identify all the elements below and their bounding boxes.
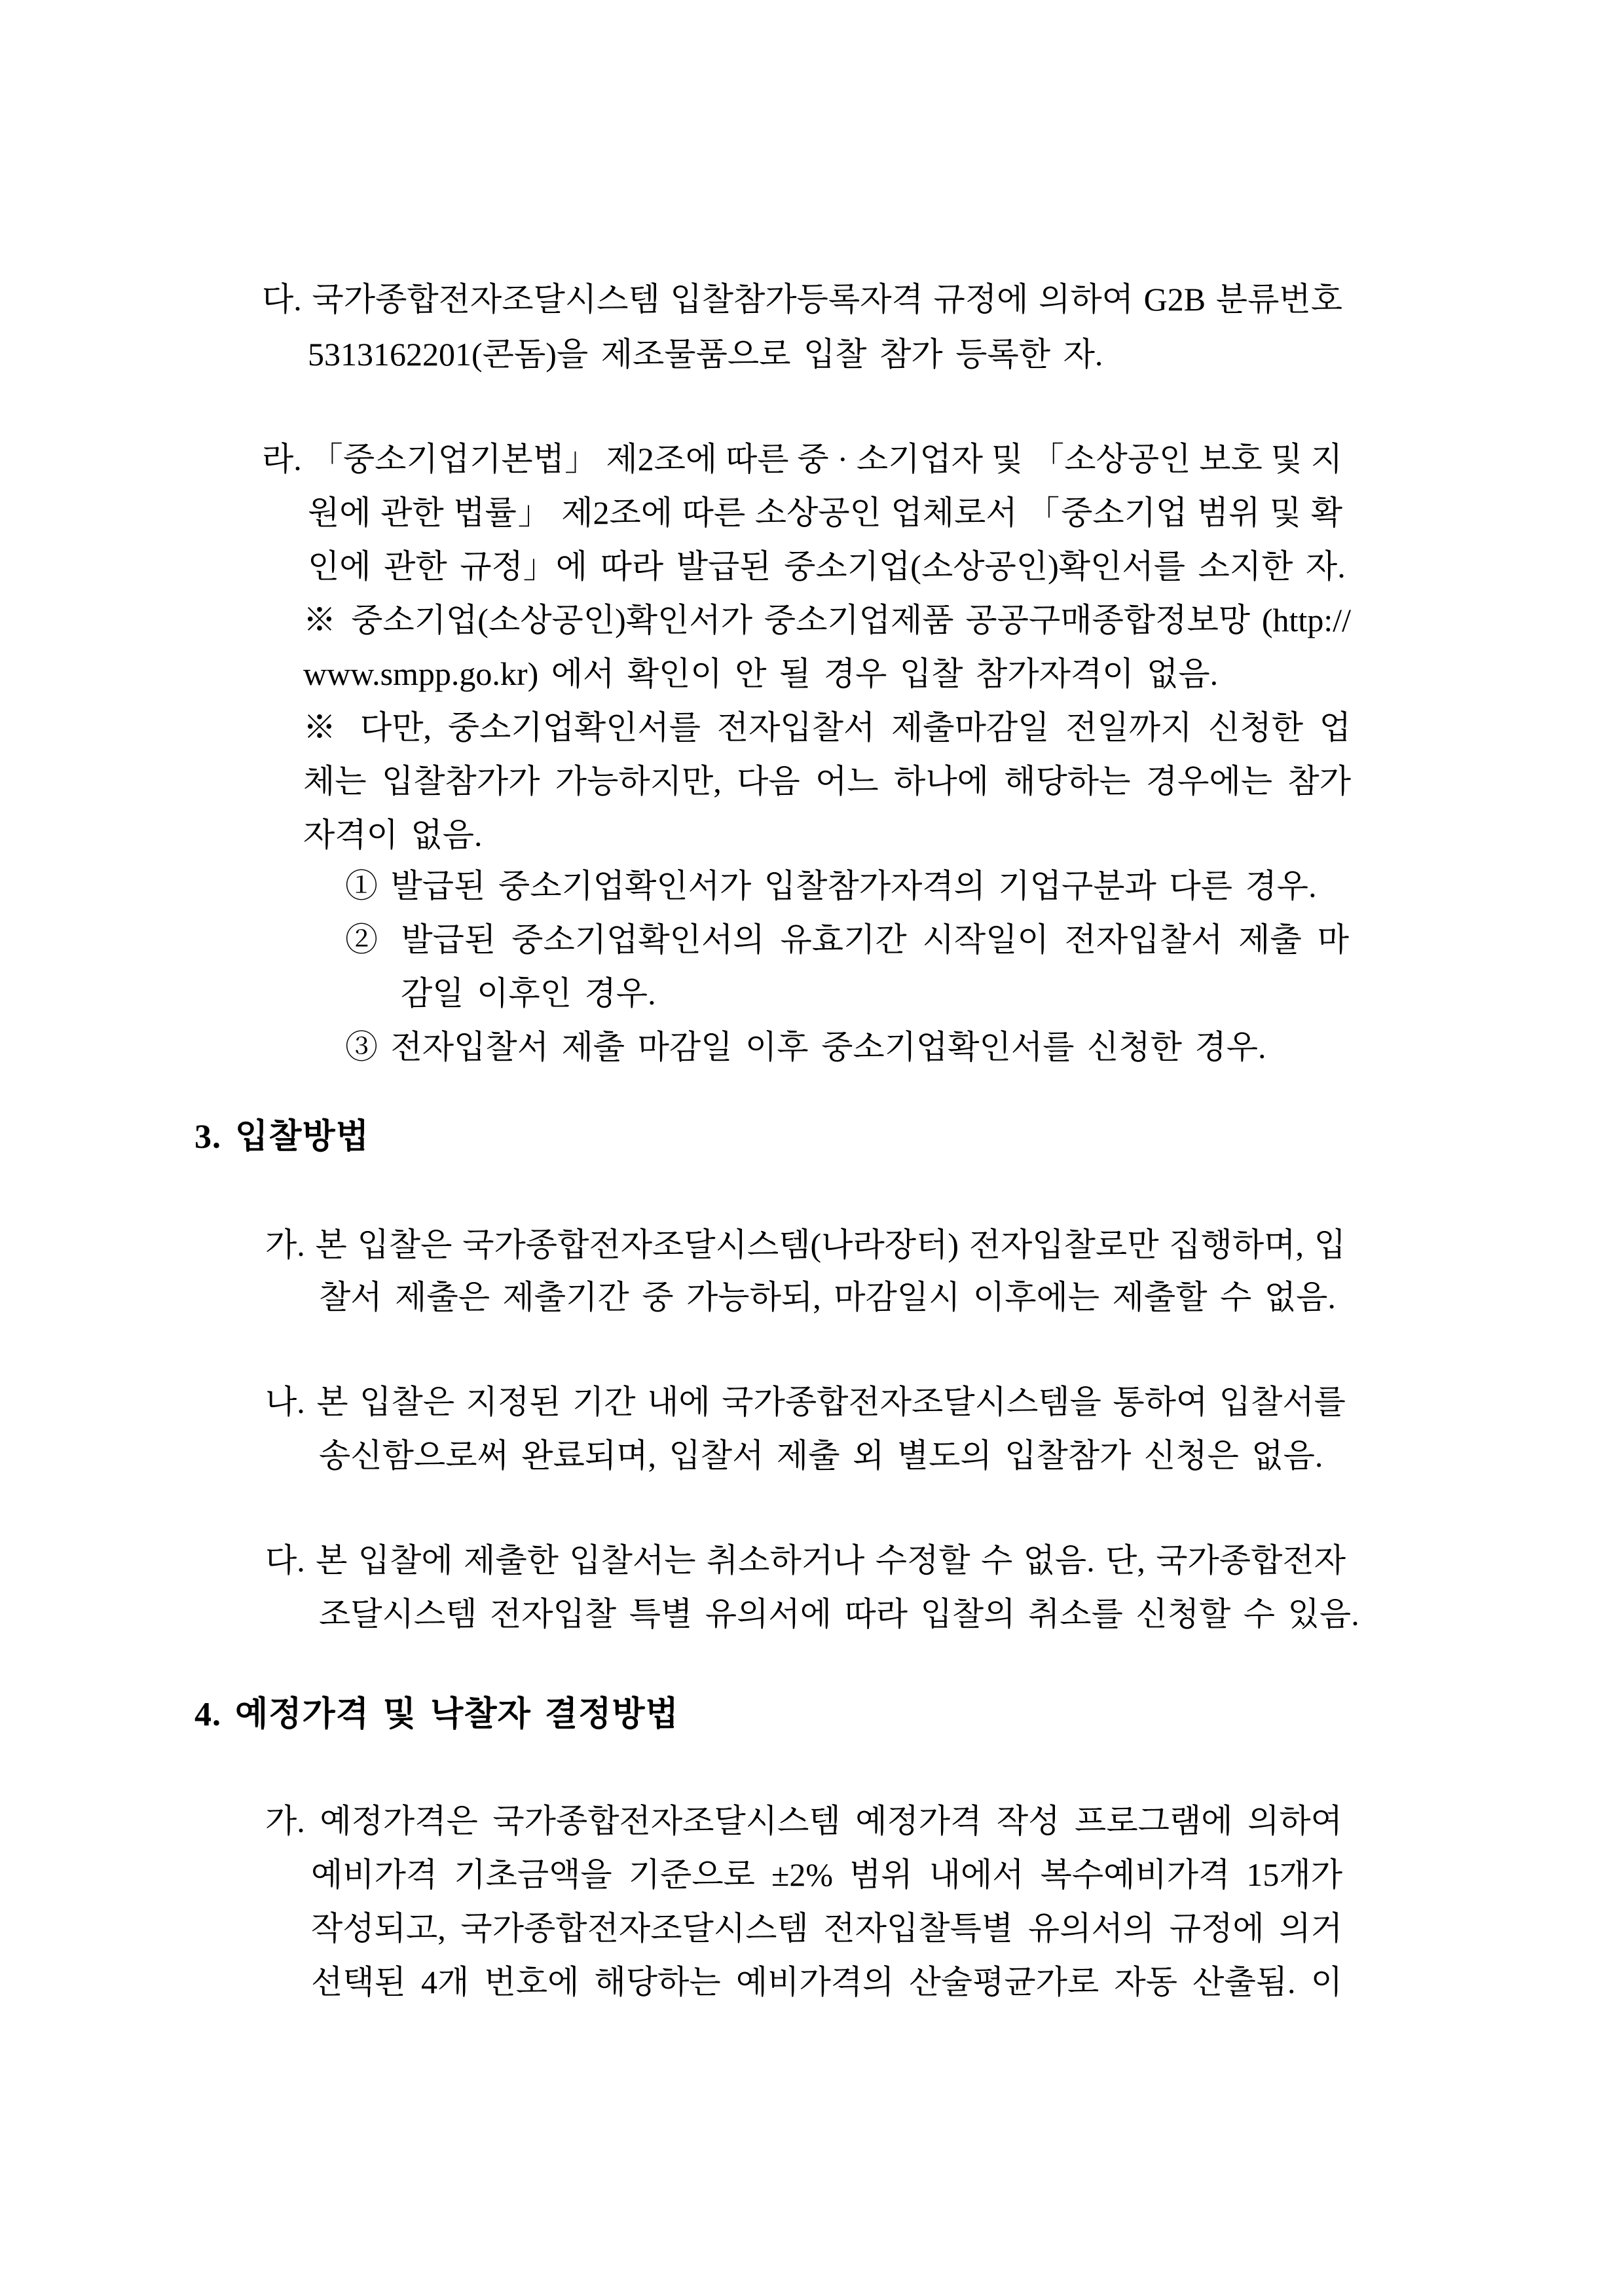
text-line: 원에 관한 법률」 제2조에 따른 소상공인 업체로서 「중소기업 범위 및 확 — [308, 494, 1342, 531]
text-line: www.smpp.go.kr) 에서 확인이 안 될 경우 입찰 참가자격이 없음. — [303, 655, 1219, 692]
section-heading: 4. 예정가격 및 낙찰자 결정방법 — [194, 1696, 679, 1733]
text-line: 5313162201(콘돔)을 제조물품으로 입찰 참가 등록한 자. — [308, 336, 1103, 373]
text-line: 예비가격 기초금액을 기준으로 ±2% 범위 내에서 복수예비가격 15개가 — [311, 1856, 1342, 1893]
text-line: 찰서 제출은 제출기간 중 가능하되, 마감일시 이후에는 제출할 수 없음. — [319, 1279, 1336, 1315]
text-line: 인에 관한 규정」에 따라 발급된 중소기업(소상공인)확인서를 소지한 자. — [308, 548, 1346, 585]
section-heading: 3. 입찰방법 — [194, 1118, 369, 1156]
text-line: ※ 중소기업(소상공인)확인서가 중소기업제품 공공구매종합정보망 (http:// — [303, 602, 1351, 638]
text-line: ② 발급된 중소기업확인서의 유효기간 시작일이 전자입찰서 제출 마 — [345, 921, 1349, 958]
text-line: 라. 「중소기업기본법」 제2조에 따른 중 · 소기업자 및 「소상공인 보호 및 지 — [262, 441, 1342, 477]
text-line: 가. 예정가격은 국가종합전자조달시스템 예정가격 작성 프로그램에 의하여 — [265, 1803, 1342, 1839]
text-line: 체는 입찰참가가 가능하지만, 다음 어느 하나에 해당하는 경우에는 참가 — [303, 763, 1351, 799]
text-line: ※ 다만, 중소기업확인서를 전자입찰서 제출마감일 전일까지 신청한 업 — [303, 709, 1351, 746]
text-line: 나. 본 입찰은 지정된 기간 내에 국가종합전자조달시스템을 통하여 입찰서를 — [265, 1384, 1346, 1420]
text-line: 선택된 4개 번호에 해당하는 예비가격의 산술평균가로 자동 산출됨. 이 — [311, 1964, 1342, 2000]
text-line: 다. 국가종합전자조달시스템 입찰참가등록자격 규정에 의하여 G2B 분류번호 — [262, 281, 1342, 318]
text-line: 가. 본 입찰은 국가종합전자조달시스템(나라장터) 전자입찰로만 집행하며, 입 — [265, 1226, 1346, 1263]
text-line: 조달시스템 전자입찰 특별 유의서에 따라 입찰의 취소를 신청할 수 있음. — [319, 1596, 1359, 1632]
text-line: 자격이 없음. — [303, 817, 483, 853]
text-line: 송신함으로써 완료되며, 입찰서 제출 외 별도의 입찰참가 신청은 없음. — [319, 1437, 1323, 1474]
text-line: 작성되고, 국가종합전자조달시스템 전자입찰특별 유의서의 규정에 의거 — [311, 1910, 1342, 1947]
text-line: ① 발급된 중소기업확인서가 입찰참가자격의 기업구분과 다른 경우. — [345, 868, 1317, 904]
text-line: 감일 이후인 경우. — [401, 975, 656, 1012]
text-line: ③ 전자입찰서 제출 마감일 이후 중소기업확인서를 신청한 경우. — [345, 1029, 1266, 1065]
text-line: 다. 본 입찰에 제출한 입찰서는 취소하거나 수정할 수 없음. 단, 국가종합전자 — [265, 1542, 1346, 1579]
